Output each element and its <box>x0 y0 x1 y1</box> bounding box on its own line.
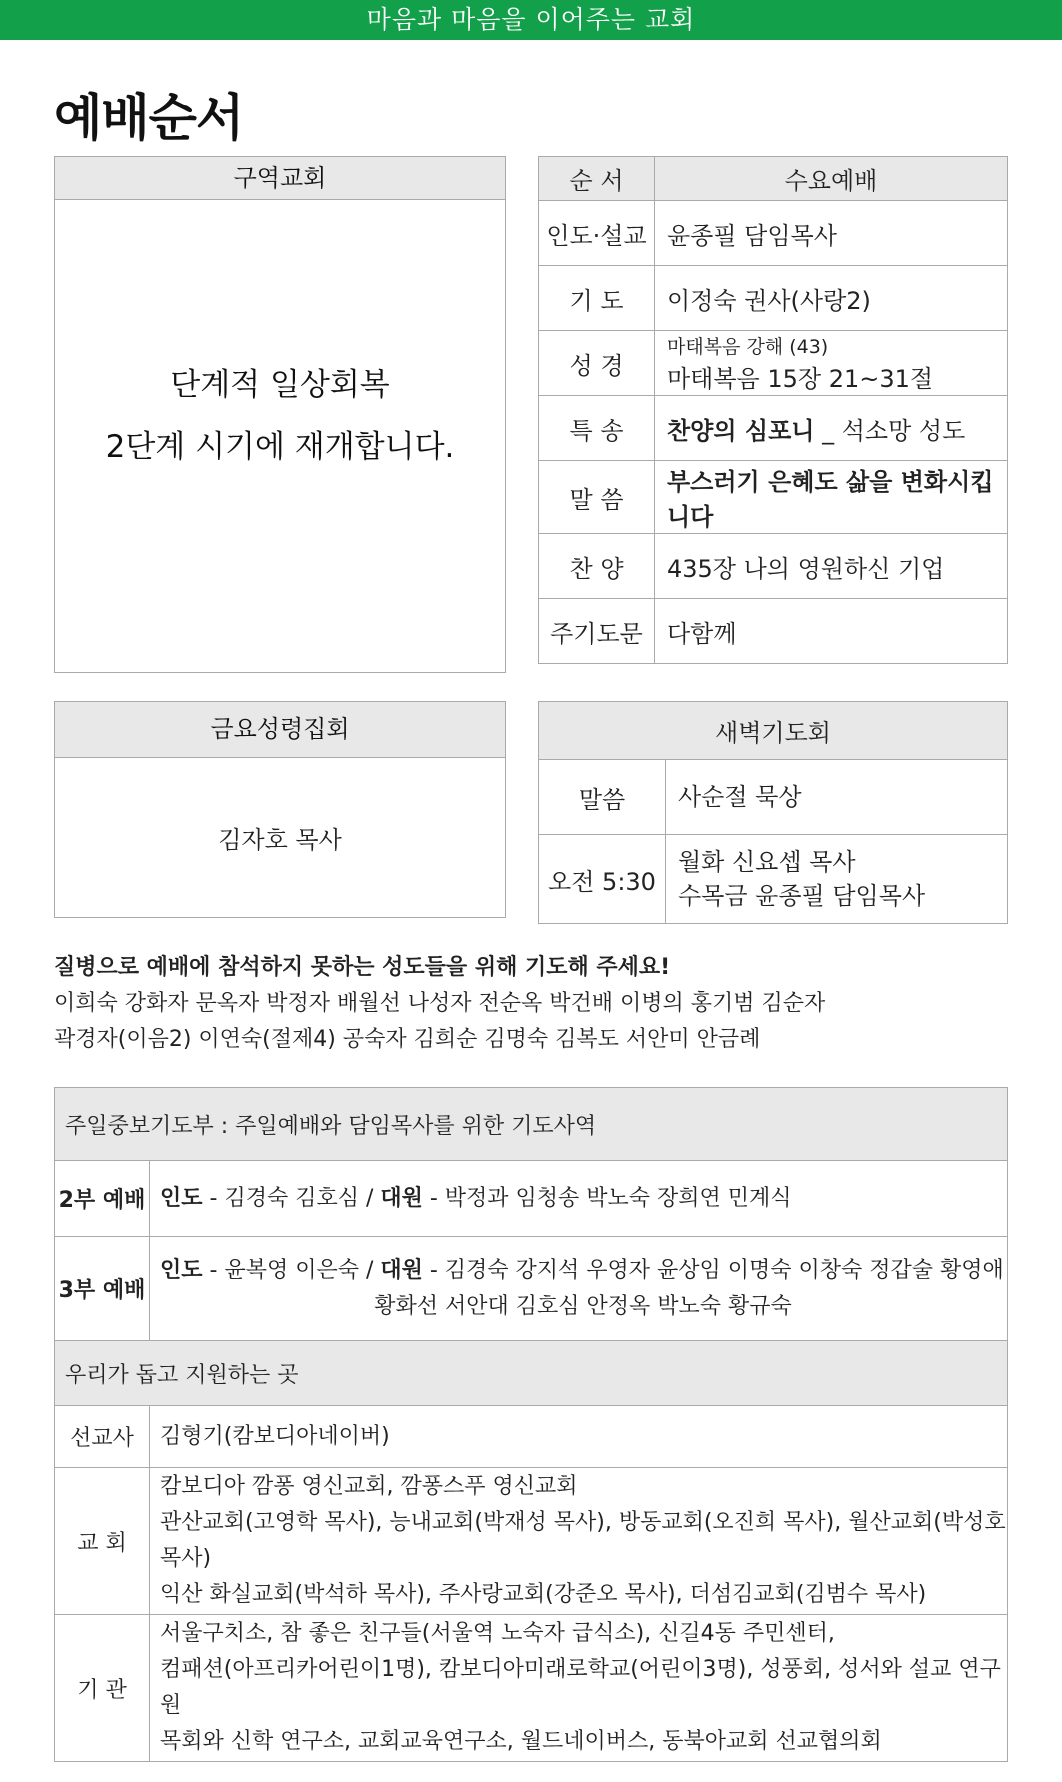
order-value: 이정숙 권사(사랑2) <box>655 266 1008 331</box>
order-label: 성 경 <box>539 331 655 396</box>
dawn-time: 오전 5:30 <box>539 835 666 924</box>
order-col-header: 순 서 <box>539 157 655 201</box>
top-banner: 마음과 마음을 이어주는 교회 <box>0 0 1062 40</box>
friday-preacher: 김자호 목사 <box>218 826 342 854</box>
district-line1: 단계적 일상회복 <box>170 367 390 403</box>
prayer-title: 질병으로 예배에 참석하지 못하는 성도들을 위해 기도해 주세요! <box>54 955 671 980</box>
service-members <box>150 1161 1008 1237</box>
prayer-request <box>54 950 1014 1058</box>
org-line: 목회와 신학 연구소, 교회교육연구소, 월드네이버스, 동북아교회 선교협의회 <box>160 1729 882 1754</box>
prayer-names: 곽경자(이음2) 이연숙(절제4) 공숙자 김희순 김명숙 김복도 서안미 안금례 <box>54 1027 761 1052</box>
church-label: 교 회 <box>55 1468 150 1615</box>
page-title: 예배순서 <box>54 89 244 147</box>
prayer-names: 이희숙 강화자 문옥자 박정자 배월선 나성자 전순옥 박건배 이병의 홍기범 김순자 <box>54 991 826 1016</box>
member-names: - 김경숙 강지석 우영자 윤상임 이명숙 이창숙 정갑술 황영애 <box>422 1257 1004 1283</box>
wednesday-col-header: 수요예배 <box>655 157 1008 201</box>
intercession-support-table <box>54 1087 1008 1762</box>
order-label: 말 씀 <box>539 461 655 534</box>
order-label: 찬 양 <box>539 534 655 599</box>
org-line: 서울구치소, 참 좋은 친구들(서울역 노숙자 급식소), 신길4동 주민센터, <box>160 1621 835 1646</box>
service-members <box>150 1237 1008 1341</box>
intercession-header: 주일중보기도부 : 주일예배와 담임목사를 위한 기도사역 <box>55 1088 1008 1161</box>
member-names: - 박정과 임청송 박노숙 장희연 민계식 <box>422 1185 792 1211</box>
church-line: 익산 화실교회(박석하 목사), 주사랑교회(강준오 목사), 더섬김교회(김범수 목사) <box>160 1582 927 1607</box>
wednesday-order-table <box>538 156 1008 664</box>
order-label: 특 송 <box>539 396 655 461</box>
scripture-series: 마태복음 강해 (43) <box>667 336 829 358</box>
lead-names: - 윤복영 이은숙 / <box>202 1257 381 1283</box>
member-names: 황화선 서안대 김호심 안정옥 박노숙 황규숙 <box>374 1293 792 1319</box>
order-value: 다함께 <box>655 599 1008 664</box>
order-label: 인도·설교 <box>539 201 655 266</box>
friday-meeting-box <box>54 701 506 918</box>
lead-label: 인도 <box>160 1257 203 1283</box>
lead-names: - 김경숙 김호심 / <box>202 1185 381 1211</box>
missionary-value: 김형기(캄보디아네이버) <box>150 1406 1008 1468</box>
dawn-preachers <box>666 835 1008 924</box>
special-song-title: 찬양의 심포니 <box>667 416 815 445</box>
service-label: 3부 예배 <box>55 1237 150 1341</box>
church-line: 관산교회(고영학 목사), 능내교회(박재성 목사), 방동교회(오진희 목사), 월산교회(박성호 목사) <box>160 1510 1006 1571</box>
district-header: 구역교회 <box>55 157 505 200</box>
scripture-passage: 마태복음 15장 21~31절 <box>667 365 934 393</box>
lead-label: 인도 <box>160 1185 203 1211</box>
order-value <box>655 396 1008 461</box>
dawn-header: 새벽기도회 <box>539 702 1008 760</box>
district-church-box <box>54 156 506 673</box>
service-label: 2부 예배 <box>55 1161 150 1237</box>
member-label: 대원 <box>380 1185 423 1211</box>
order-value <box>655 331 1008 396</box>
dawn-preacher-line: 월화 신요셉 목사 <box>678 848 856 876</box>
missionary-label: 선교사 <box>55 1406 150 1468</box>
order-value: 435장 나의 영원하신 기업 <box>655 534 1008 599</box>
dawn-prayer-table <box>538 701 1008 924</box>
order-label: 주기도문 <box>539 599 655 664</box>
dawn-label: 말씀 <box>539 760 666 835</box>
order-value: 윤종필 담임목사 <box>655 201 1008 266</box>
org-list <box>150 1615 1008 1762</box>
org-line: 컴패션(아프리카어린이1명), 캄보디아미래로학교(어린이3명), 성풍회, 성서와 설교 연구원 <box>160 1657 1001 1718</box>
church-line: 캄보디아 깜퐁 영신교회, 깜퐁스푸 영신교회 <box>160 1474 578 1499</box>
order-label: 기 도 <box>539 266 655 331</box>
support-header: 우리가 돕고 지원하는 곳 <box>55 1341 1008 1406</box>
org-label: 기 관 <box>55 1615 150 1762</box>
friday-header: 금요성령집회 <box>55 702 505 758</box>
dawn-preacher-line: 수목금 윤종필 담임목사 <box>678 882 926 910</box>
special-song-singer: _ 석소망 성도 <box>814 416 966 445</box>
district-line2: 2단계 시기에 재개합니다. <box>105 429 455 465</box>
member-label: 대원 <box>380 1257 423 1283</box>
church-list <box>150 1468 1008 1615</box>
sermon-title: 부스러기 은혜도 삶을 변화시킵니다 <box>655 461 1008 534</box>
dawn-value: 사순절 묵상 <box>666 760 1008 835</box>
